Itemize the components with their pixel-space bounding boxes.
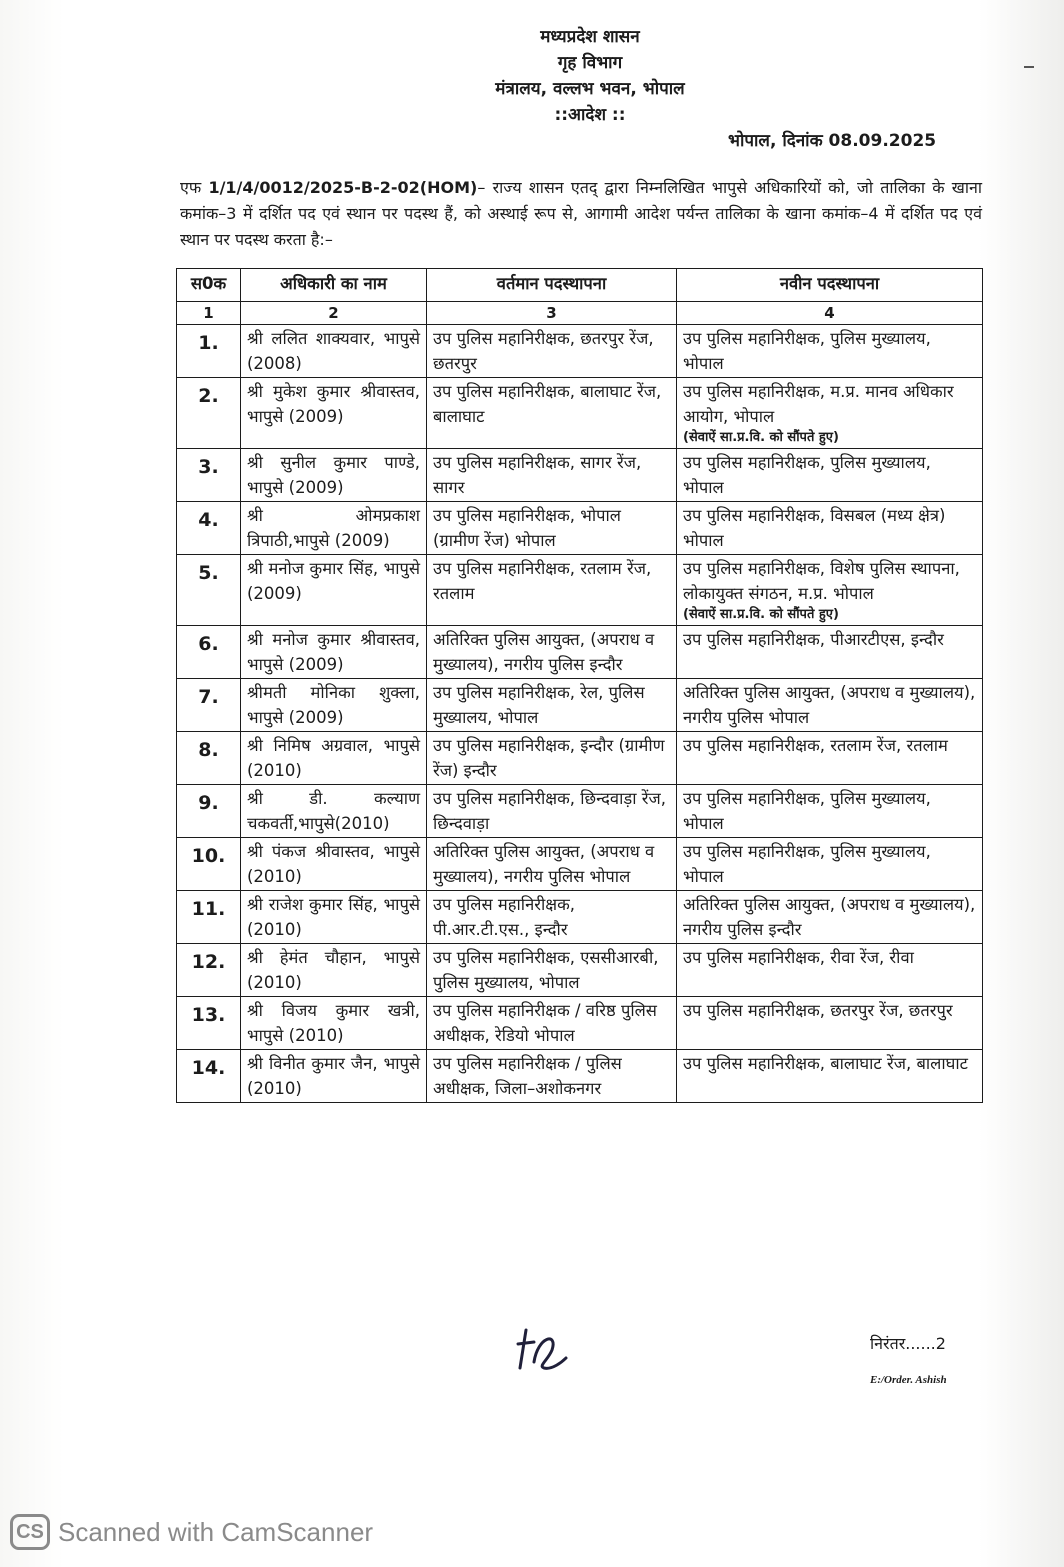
- file-number: 1/1/4/0012/2025-B-2-02(HOM): [208, 178, 478, 197]
- table-row: [177, 944, 983, 997]
- serial-number-cell: [177, 997, 241, 1050]
- current-posting-cell: [427, 997, 677, 1050]
- officer-name-text: श्री मुकेश कुमार श्रीवास्तव, भापुसे (2009): [247, 382, 420, 426]
- officer-name-cell: [241, 785, 427, 838]
- current-posting-text: उप पुलिस महानिरीक्षक, रतलाम रेंज, रतलाम: [433, 559, 652, 603]
- officer-name-text: श्री हेमंत चौहान, भापुसे (2010): [247, 948, 420, 992]
- watermark-text: Scanned with CamScanner: [58, 1516, 374, 1547]
- serial-number-cell: [177, 944, 241, 997]
- current-posting-text: अतिरिक्त पुलिस आयुक्त, (अपराध व मुख्यालय), नगरीय पुलिस भोपाल: [433, 842, 655, 886]
- current-posting-text: उप पुलिस महानिरीक्षक, पी.आर.टी.एस., इन्दौर: [433, 895, 575, 939]
- officer-name-cell: [241, 732, 427, 785]
- government-name: मध्यप्रदेश शासन: [540, 27, 640, 47]
- serial-number-text: 1.: [198, 332, 219, 354]
- officer-name-cell: [241, 378, 427, 449]
- new-posting-cell: [677, 679, 983, 732]
- current-posting-cell: [427, 891, 677, 944]
- officer-name-cell: [241, 891, 427, 944]
- serial-number-text: 12.: [191, 951, 226, 973]
- serial-number-text: 2.: [198, 385, 219, 407]
- current-posting-text: उप पुलिस महानिरीक्षक, बालाघाट रेंज, बालाघाट: [433, 382, 662, 426]
- new-posting-text: उप पुलिस महानिरीक्षक, रीवा रेंज, रीवा: [683, 948, 914, 967]
- new-posting-cell: [677, 732, 983, 785]
- officer-name-cell: [241, 997, 427, 1050]
- current-posting-cell: [427, 785, 677, 838]
- officer-name-cell: [241, 1050, 427, 1103]
- deputation-note: (सेवाऐं सा.प्र.वि. को सौंपते हुए): [683, 430, 839, 445]
- new-posting-cell: [677, 944, 983, 997]
- serial-number-cell: [177, 325, 241, 378]
- officer-name-text: श्री ललित शाक्यवार, भापुसे (2008): [247, 329, 420, 373]
- table-row: [177, 449, 983, 502]
- current-posting-text: उप पुलिस महानिरीक्षक / वरिष्ठ पुलिस अधीक्षक, रेडियो भोपाल: [433, 1001, 657, 1045]
- signature-mark: [508, 1322, 578, 1374]
- new-posting-text: उप पुलिस महानिरीक्षक, विशेष पुलिस स्थापना, लोकायुक्त संगठन, म.प्र. भोपाल: [683, 559, 960, 603]
- officer-name-text: श्री विजय कुमार खत्री, भापुसे (2010): [247, 1001, 420, 1045]
- header-serial: स0क: [177, 269, 241, 302]
- current-posting-cell: [427, 449, 677, 502]
- new-posting-text: उप पुलिस महानिरीक्षक, पुलिस मुख्यालय, भोपाल: [683, 842, 931, 886]
- serial-number-cell: [177, 679, 241, 732]
- new-posting-text: उप पुलिस महानिरीक्षक, बालाघाट रेंज, बालाघाट: [683, 1054, 968, 1073]
- order-preamble: [180, 175, 982, 253]
- table-row: [177, 378, 983, 449]
- table-row: [177, 626, 983, 679]
- officer-name-text: श्री पंकज श्रीवास्तव, भापुसे (2010): [247, 842, 420, 886]
- table-row: [177, 1050, 983, 1103]
- new-posting-cell: [677, 785, 983, 838]
- serial-number-text: 7.: [198, 686, 219, 708]
- table-row: [177, 785, 983, 838]
- serial-number-cell: [177, 555, 241, 626]
- new-posting-cell: [677, 997, 983, 1050]
- column-number: 3: [427, 302, 677, 325]
- new-posting-cell: [677, 555, 983, 626]
- officer-name-text: श्री डी. कल्याण चकवर्ती,भापुसे(2010): [247, 789, 420, 833]
- serial-number-cell: [177, 1050, 241, 1103]
- serial-number-text: 5.: [198, 562, 219, 584]
- current-posting-text: उप पुलिस महानिरीक्षक, एससीआरबी, पुलिस मुख्यालय, भोपाल: [433, 948, 659, 992]
- table-header-row: [177, 269, 983, 302]
- new-posting-cell: [677, 449, 983, 502]
- table-row: [177, 502, 983, 555]
- file-reference: E:/Order. Ashish: [870, 1374, 947, 1386]
- officer-name-cell: [241, 449, 427, 502]
- current-posting-cell: [427, 1050, 677, 1103]
- officer-name-text: श्री सुनील कुमार पाण्डे, भापुसे (2009): [247, 453, 420, 497]
- current-posting-text: उप पुलिस महानिरीक्षक, छिन्दवाड़ा रेंज, छिन्दवाड़ा: [433, 789, 666, 833]
- new-posting-text: अतिरिक्त पुलिस आयुक्त, (अपराध व मुख्यालय), नगरीय पुलिस इन्दौर: [683, 895, 976, 939]
- current-posting-cell: [427, 732, 677, 785]
- officer-name-cell: [241, 626, 427, 679]
- letterhead: [380, 24, 800, 128]
- new-posting-cell: [677, 891, 983, 944]
- new-posting-text: उप पुलिस महानिरीक्षक, रतलाम रेंज, रतलाम: [683, 736, 948, 755]
- officer-name-cell: [241, 679, 427, 732]
- serial-number-cell: [177, 732, 241, 785]
- serial-number-text: 4.: [198, 509, 219, 531]
- new-posting-text: उप पुलिस महानिरीक्षक, म.प्र. मानव अधिकार आयोग, भोपाल: [683, 382, 954, 426]
- serial-number-cell: [177, 626, 241, 679]
- deputation-note: (सेवाऐं सा.प्र.वि. को सौंपते हुए): [683, 607, 839, 622]
- current-posting-text: उप पुलिस महानिरीक्षक / पुलिस अधीक्षक, जिला–अशोकनगर: [433, 1054, 622, 1098]
- officer-name-text: श्री मनोज कुमार सिंह, भापुसे (2009): [247, 559, 420, 603]
- camscanner-logo-icon: CS: [10, 1514, 50, 1550]
- new-posting-cell: [677, 378, 983, 449]
- officer-name-text: श्रीमती मोनिका शुक्ला, भापुसे (2009): [247, 683, 420, 727]
- posting-table: [176, 268, 983, 1103]
- current-posting-text: उप पुलिस महानिरीक्षक, छतरपुर रेंज, छतरपुर: [433, 329, 654, 373]
- continued-note: निरंतर......2: [870, 1334, 946, 1353]
- officer-name-text: श्री राजेश कुमार सिंह, भापुसे (2010): [247, 895, 420, 939]
- new-posting-text: उप पुलिस महानिरीक्षक, पुलिस मुख्यालय, भोपाल: [683, 329, 931, 373]
- office-address: मंत्रालय, वल्लभ भवन, भोपाल: [495, 79, 685, 99]
- officer-name-text: श्री विनीत कुमार जैन, भापुसे (2010): [247, 1054, 420, 1098]
- current-posting-cell: [427, 838, 677, 891]
- officer-name-text: श्री मनोज कुमार श्रीवास्तव, भापुसे (2009): [247, 630, 420, 674]
- column-number: 4: [677, 302, 983, 325]
- new-posting-cell: [677, 325, 983, 378]
- scan-mark: [1024, 66, 1034, 68]
- header-officer-name: अधिकारी का नाम: [241, 269, 427, 302]
- serial-number-cell: [177, 378, 241, 449]
- camscanner-watermark: [10, 1512, 373, 1552]
- serial-number-cell: [177, 449, 241, 502]
- officer-name-cell: [241, 502, 427, 555]
- serial-number-text: 10.: [191, 845, 226, 867]
- column-number: 2: [241, 302, 427, 325]
- current-posting-cell: [427, 502, 677, 555]
- column-number-row: [177, 302, 983, 325]
- order-date: भोपाल, दिनांक 08.09.2025: [728, 131, 937, 151]
- header-current-posting: वर्तमान पदस्थापना: [427, 269, 677, 302]
- posting-table-container: [176, 268, 982, 1103]
- column-number: 1: [177, 302, 241, 325]
- serial-number-text: 3.: [198, 456, 219, 478]
- new-posting-text: उप पुलिस महानिरीक्षक, पुलिस मुख्यालय, भोपाल: [683, 789, 931, 833]
- department-name: गृह विभाग: [557, 53, 623, 73]
- current-posting-cell: [427, 555, 677, 626]
- current-posting-text: उप पुलिस महानिरीक्षक, भोपाल (ग्रामीण रेंज) भोपाल: [433, 506, 621, 550]
- serial-number-text: 14.: [191, 1057, 226, 1079]
- serial-number-cell: [177, 891, 241, 944]
- serial-number-text: 8.: [198, 739, 219, 761]
- new-posting-cell: [677, 1050, 983, 1103]
- serial-number-text: 11.: [191, 898, 226, 920]
- table-row: [177, 732, 983, 785]
- new-posting-text: उप पुलिस महानिरीक्षक, पीआरटीएस, इन्दौर: [683, 630, 944, 649]
- current-posting-cell: [427, 944, 677, 997]
- order-heading: ::आदेश ::: [554, 105, 626, 125]
- new-posting-cell: [677, 626, 983, 679]
- officer-name-cell: [241, 944, 427, 997]
- serial-number-cell: [177, 502, 241, 555]
- current-posting-cell: [427, 626, 677, 679]
- new-posting-text: अतिरिक्त पुलिस आयुक्त, (अपराध व मुख्यालय), नगरीय पुलिस भोपाल: [683, 683, 976, 727]
- current-posting-text: उप पुलिस महानिरीक्षक, सागर रेंज, सागर: [433, 453, 642, 497]
- table-row: [177, 555, 983, 626]
- current-posting-text: उप पुलिस महानिरीक्षक, इन्दौर (ग्रामीण रेंज) इन्दौर: [433, 736, 665, 780]
- officer-name-cell: [241, 325, 427, 378]
- current-posting-text: उप पुलिस महानिरीक्षक, रेल, पुलिस मुख्यालय, भोपाल: [433, 683, 645, 727]
- table-row: [177, 325, 983, 378]
- serial-number-text: 13.: [191, 1004, 226, 1026]
- serial-number-text: 6.: [198, 633, 219, 655]
- new-posting-text: उप पुलिस महानिरीक्षक, विसबल (मध्य क्षेत्र) भोपाल: [683, 506, 946, 550]
- officer-name-text: श्री ओमप्रकाश त्रिपाठी,भापुसे (2009): [247, 506, 420, 550]
- new-posting-text: उप पुलिस महानिरीक्षक, पुलिस मुख्यालय, भोपाल: [683, 453, 931, 497]
- current-posting-text: अतिरिक्त पुलिस आयुक्त, (अपराध व मुख्यालय), नगरीय पुलिस इन्दौर: [433, 630, 655, 674]
- current-posting-cell: [427, 325, 677, 378]
- current-posting-cell: [427, 679, 677, 732]
- officer-name-cell: [241, 838, 427, 891]
- new-posting-text: उप पुलिस महानिरीक्षक, छतरपुर रेंज, छतरपुर: [683, 1001, 953, 1020]
- serial-number-cell: [177, 838, 241, 891]
- table-row: [177, 891, 983, 944]
- preamble-text: – राज्य शासन एतद् द्वारा निम्नलिखित भापुसे अधिकारियों को, जो तालिका के खाना कमांक–3 में दर्शित पद एवं स्थान पर पदस्थ हैं, को अस्थाई रूप से, आगामी आदेश पर्यन्त तालिका के खाना कमांक–4 में दर्शित पद एवं स्थान पर पदस्थ करता है:–: [180, 178, 982, 249]
- officer-name-text: श्री निमिष अग्रवाल, भापुसे (2010): [247, 736, 420, 780]
- header-new-posting: नवीन पदस्थापना: [677, 269, 983, 302]
- serial-number-text: 9.: [198, 792, 219, 814]
- table-row: [177, 838, 983, 891]
- table-row: [177, 997, 983, 1050]
- serial-number-cell: [177, 785, 241, 838]
- new-posting-cell: [677, 502, 983, 555]
- current-posting-cell: [427, 378, 677, 449]
- new-posting-cell: [677, 838, 983, 891]
- preamble-prefix: एफ: [180, 178, 202, 197]
- officer-name-cell: [241, 555, 427, 626]
- table-row: [177, 679, 983, 732]
